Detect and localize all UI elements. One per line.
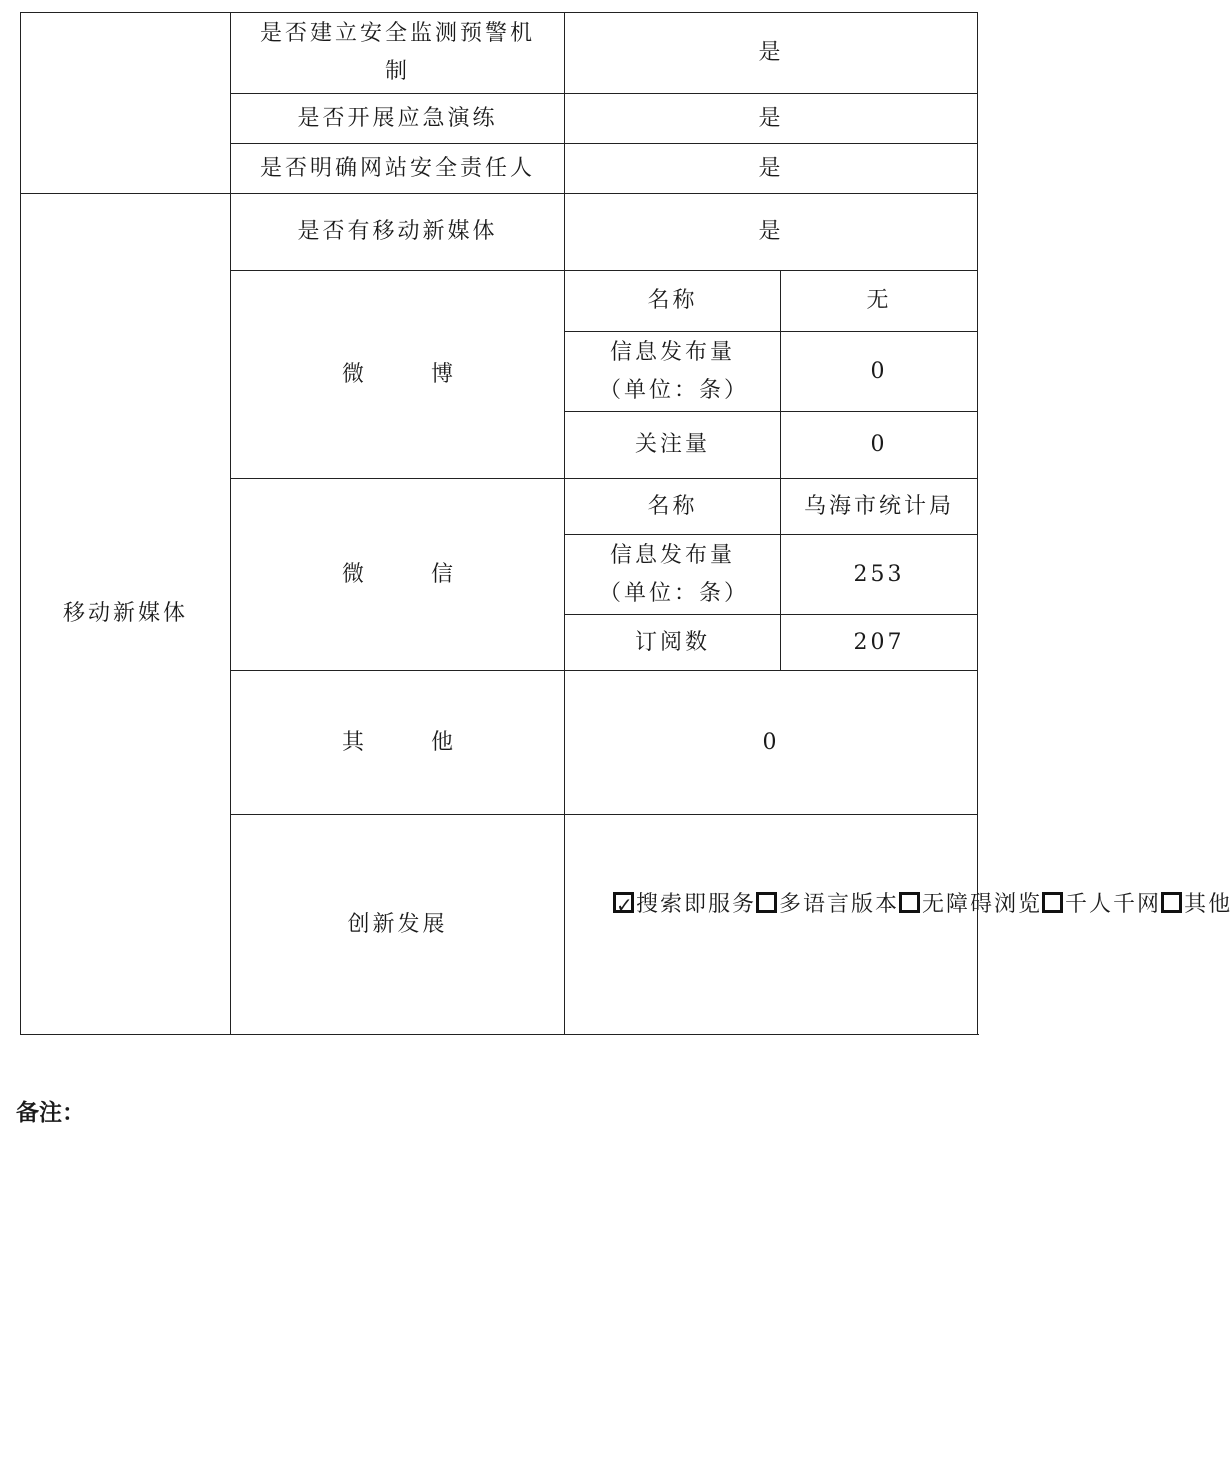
- table-row: [21, 194, 978, 271]
- note-label: 备注：: [16, 1100, 85, 1126]
- responsible-label: 是否明确网站安全责任人: [231, 144, 565, 194]
- weibo-name-label: 名称: [565, 271, 781, 332]
- table-row: [21, 13, 978, 94]
- weibo-followers-label: 关注量: [565, 412, 781, 479]
- wechat-posts-label: 信息发布量（单位：条）: [565, 535, 781, 615]
- innovation-section-label: 创新发展: [231, 815, 565, 1035]
- wechat-subscribers-label: 订阅数: [565, 615, 781, 671]
- monitoring-value: 是: [565, 13, 978, 94]
- drill-label: 是否开展应急演练: [231, 94, 565, 144]
- wechat-posts-value: 253: [781, 535, 978, 615]
- option-label: 搜索即服务: [636, 891, 757, 917]
- option-other[interactable]: [1161, 892, 1232, 917]
- wechat-name-label: 名称: [565, 479, 781, 535]
- weibo-name-value: 无: [781, 271, 978, 332]
- check-mark-icon: ✓: [616, 892, 633, 917]
- option-label: 千人千网: [1065, 891, 1162, 917]
- weibo-posts-label: 信息发布量（单位：条）: [565, 332, 781, 412]
- wechat-label: 微 信: [231, 479, 565, 671]
- wechat-name-value: 乌海市统计局: [781, 479, 978, 535]
- mobile-has-label: 是否有移动新媒体: [231, 194, 565, 271]
- weibo-posts-value: 0: [781, 332, 978, 412]
- option-label: 多语言版本: [779, 891, 900, 917]
- innovation-options: [565, 815, 1232, 1035]
- other-value: 0: [565, 671, 978, 815]
- security-section-cell: [21, 13, 231, 194]
- weibo-label: 微 博: [231, 271, 565, 479]
- option-personalized[interactable]: [1042, 892, 1161, 917]
- report-table: [20, 12, 1232, 1035]
- responsible-value: 是: [565, 144, 978, 194]
- checkbox-checked-icon[interactable]: [613, 892, 634, 917]
- option-label: 其他: [1184, 891, 1232, 917]
- option-label: 无障碍浏览: [922, 891, 1043, 917]
- other-label: 其 他: [231, 671, 565, 815]
- option-multilingual[interactable]: [756, 892, 899, 917]
- weibo-followers-value: 0: [781, 412, 978, 479]
- checkbox-icon[interactable]: [756, 892, 777, 913]
- checkbox-icon[interactable]: [1042, 892, 1063, 913]
- monitoring-label: 是否建立安全监测预警机制: [231, 13, 565, 94]
- wechat-subscribers-value: 207: [781, 615, 978, 671]
- mobile-has-value: 是: [565, 194, 978, 271]
- mobile-section-label: 移动新媒体: [21, 194, 231, 1035]
- drill-value: 是: [565, 94, 978, 144]
- option-search-service[interactable]: [613, 892, 756, 917]
- option-accessible[interactable]: [899, 892, 1042, 917]
- checkbox-icon[interactable]: [899, 892, 920, 913]
- checkbox-icon[interactable]: [1161, 892, 1182, 913]
